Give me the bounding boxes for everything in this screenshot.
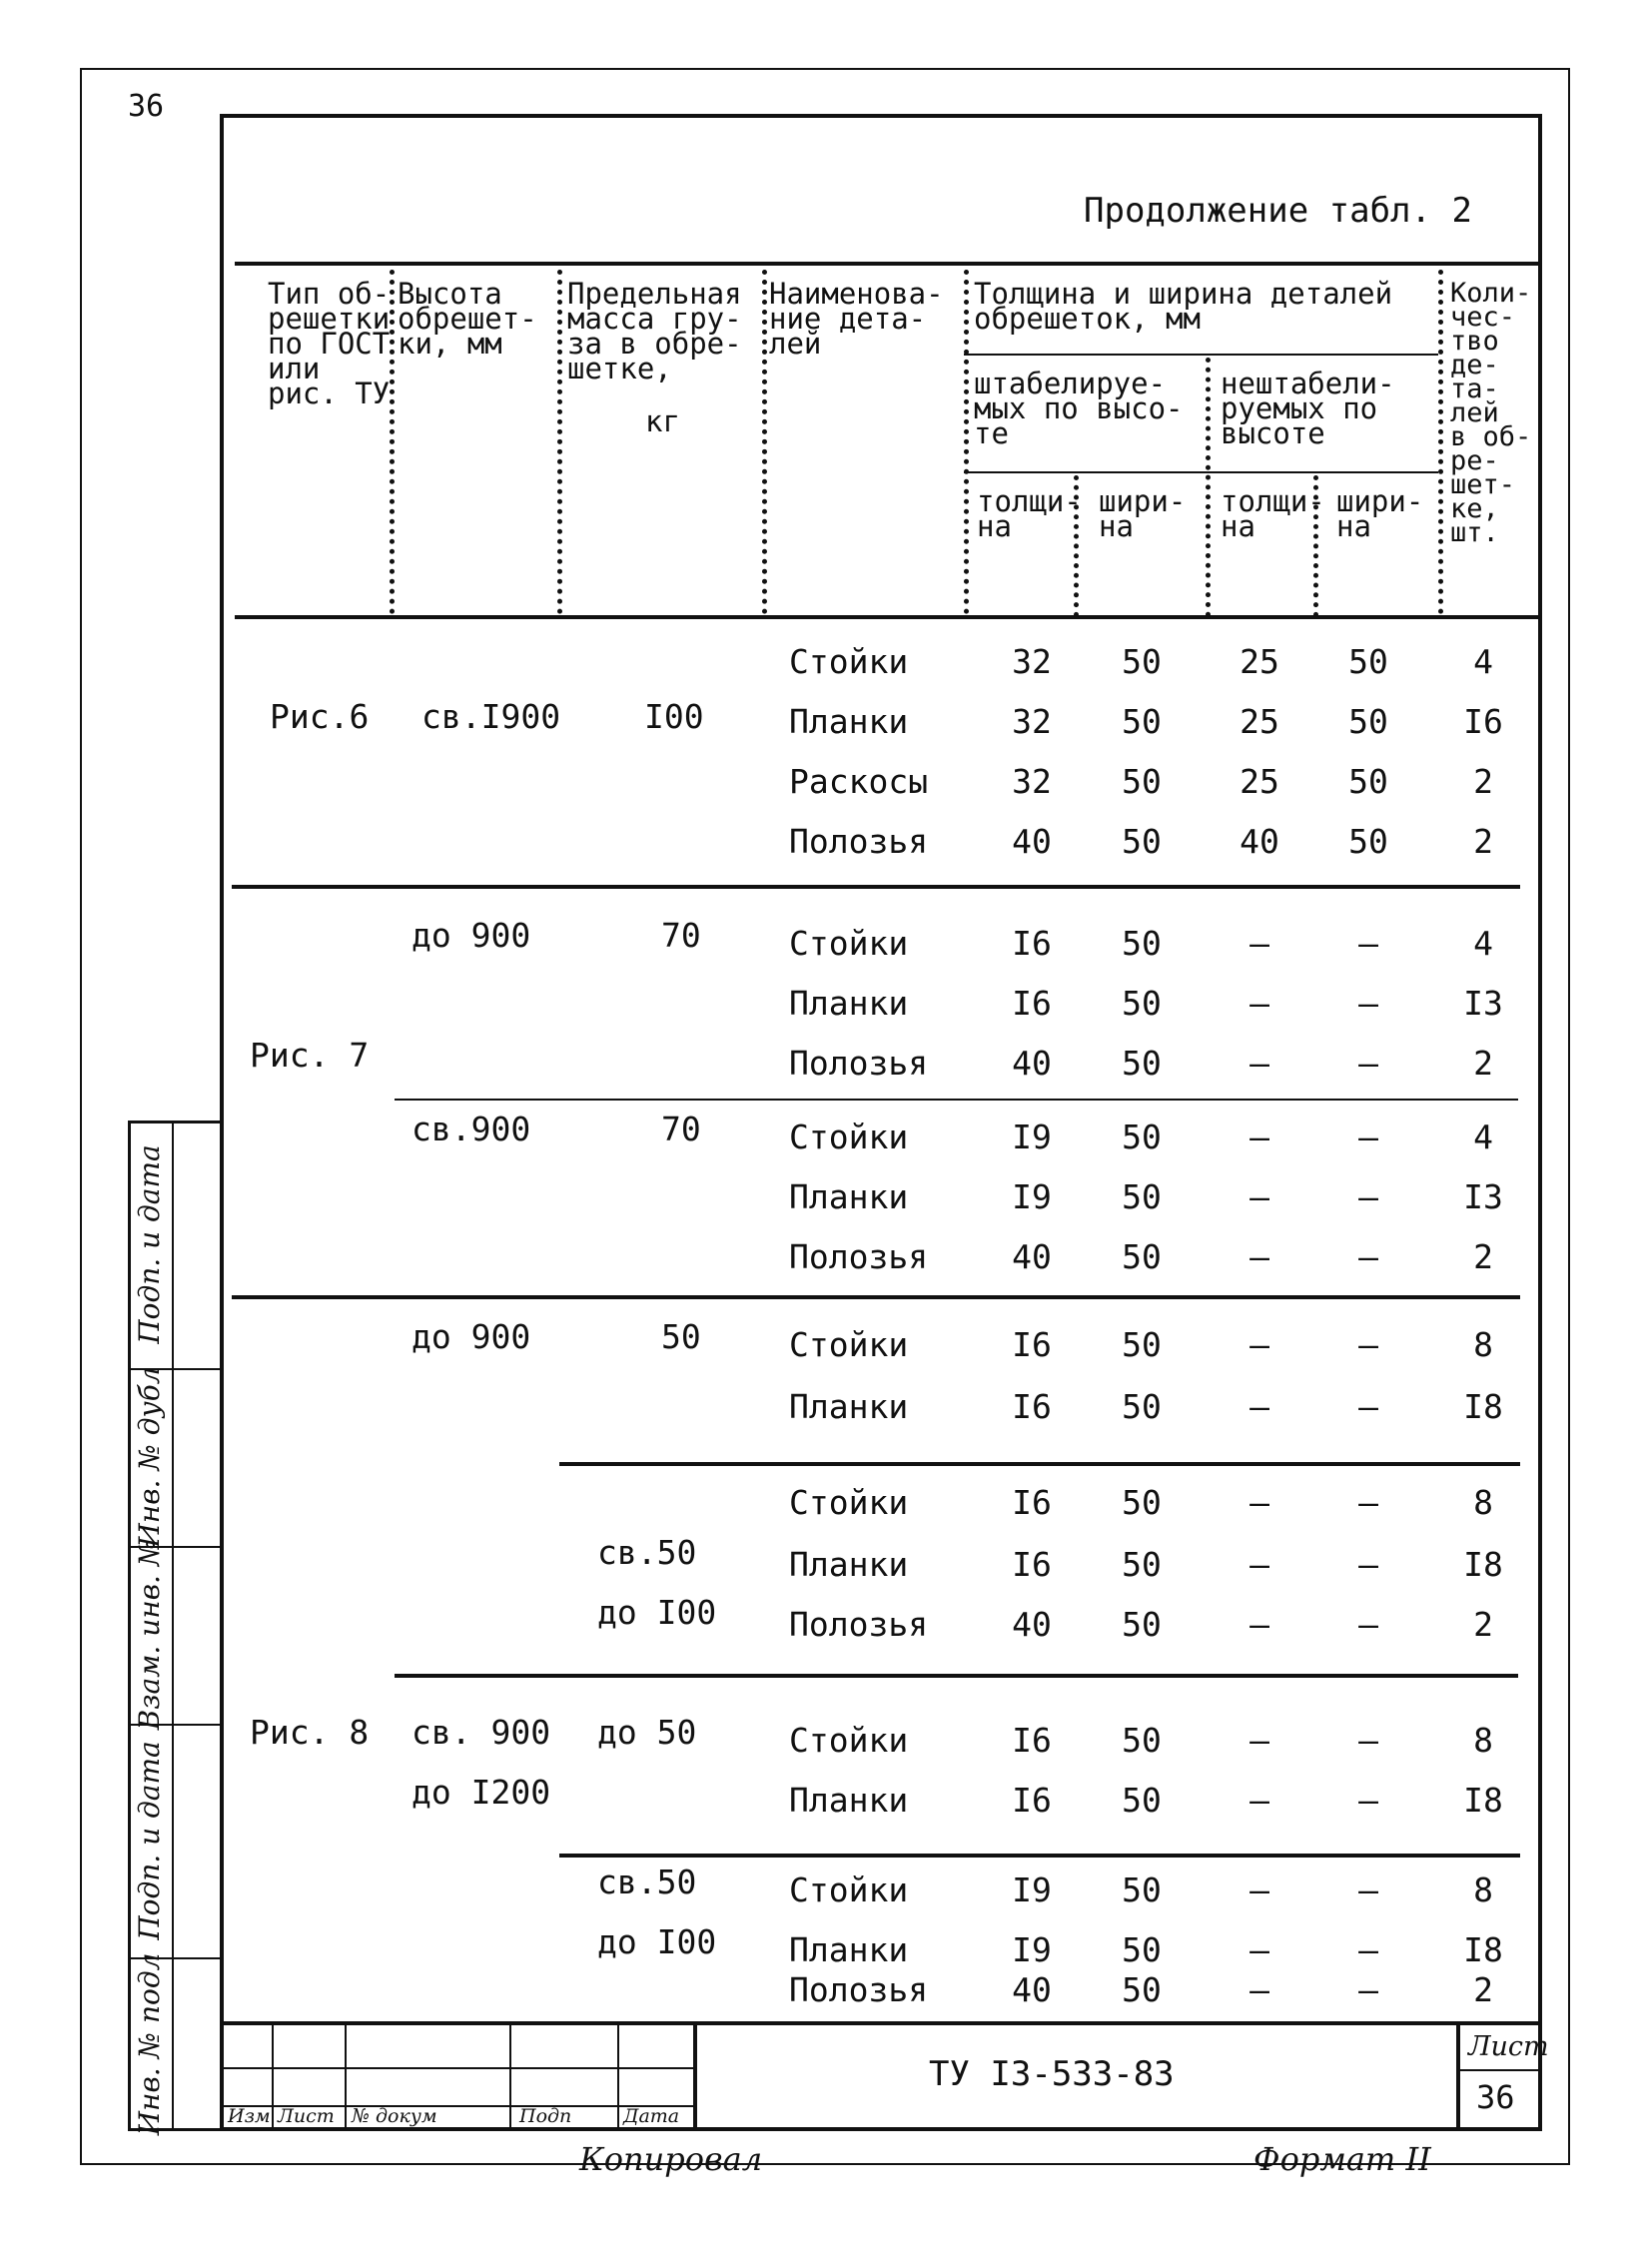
header-thickness-1: толщи- на (977, 484, 1082, 543)
cell-stacked-thickness: I6 (1012, 1545, 1052, 1584)
cell-count: 2 (1473, 762, 1493, 801)
cell-part-name: Стойки (789, 1118, 909, 1156)
cell-nonstacked-width: – (1358, 1721, 1378, 1760)
header-thickness-2: толщи- на (1221, 484, 1325, 543)
side-label-5: Инв. № подл (133, 1952, 166, 2136)
cell-nonstacked-width: – (1358, 1387, 1378, 1426)
cell-nonstacked-thickness: – (1249, 1387, 1269, 1426)
cell-nonstacked-width: – (1358, 1483, 1378, 1522)
group-fig8-mass-c: до 50 (597, 1713, 697, 1752)
group-fig7-height-a: до 900 (412, 916, 531, 955)
cell-part-name: Планки (789, 984, 909, 1023)
cell-stacked-thickness: 40 (1012, 1044, 1052, 1083)
sheet-label: Лист (1468, 2031, 1549, 2062)
side-label-3: Взам. инв. № (133, 1539, 166, 1731)
cell-nonstacked-thickness: – (1249, 1325, 1269, 1364)
group-fig6-mass: I00 (644, 697, 704, 736)
cell-stacked-width: 50 (1122, 1044, 1162, 1083)
group-fig7-height-b: св.900 (412, 1110, 531, 1148)
side-label-2: Инв. № дубл (133, 1366, 166, 1548)
cell-stacked-thickness: 32 (1012, 702, 1052, 741)
stamp-col-list: Лист (278, 2105, 335, 2127)
cell-stacked-thickness: I6 (1012, 1325, 1052, 1364)
cell-part-name: Полозья (789, 1044, 929, 1083)
cell-stacked-thickness: 40 (1012, 1237, 1052, 1276)
group-fig8-height-c1: св. 900 (412, 1713, 551, 1752)
cell-stacked-width: 50 (1122, 1325, 1162, 1364)
cell-part-name: Стойки (789, 1483, 909, 1522)
cell-stacked-width: 50 (1122, 1870, 1162, 1909)
group-fig7-mass-b: 70 (661, 1110, 701, 1148)
cell-count: 4 (1473, 642, 1493, 681)
group-fig8-height-c2: до I200 (412, 1773, 551, 1812)
cell-count: I8 (1463, 1545, 1503, 1584)
cell-stacked-thickness: I9 (1012, 1177, 1052, 1216)
cell-stacked-thickness: 40 (1012, 1970, 1052, 2009)
header-top-rule (235, 262, 1538, 266)
group-fig7-label: Рис. 7 (250, 1036, 370, 1075)
cell-nonstacked-thickness: – (1249, 1970, 1269, 2009)
cell-stacked-thickness: I6 (1012, 924, 1052, 963)
cell-nonstacked-width: – (1358, 1325, 1378, 1364)
cell-stacked-width: 50 (1122, 642, 1162, 681)
cell-nonstacked-width: – (1358, 1237, 1378, 1276)
cell-stacked-thickness: I6 (1012, 1781, 1052, 1820)
cell-part-name: Планки (789, 702, 909, 741)
group-fig8-mass-b2: до I00 (597, 1593, 717, 1632)
cell-count: 8 (1473, 1870, 1493, 1909)
cell-count: I8 (1463, 1781, 1503, 1820)
stamp-top-rule (222, 2021, 1540, 2025)
header-dimensions: Толщина и ширина деталей обрешеток, мм (974, 277, 1393, 336)
cell-nonstacked-thickness: 25 (1239, 642, 1279, 681)
stamp-col-sign: Подп (519, 2105, 572, 2127)
cell-nonstacked-width: – (1358, 1970, 1378, 2009)
cell-stacked-width: 50 (1122, 1483, 1162, 1522)
header-stacked: штабелируе- мых по высо- те (974, 367, 1184, 450)
header-mass-unit: кг (645, 404, 680, 438)
header-nonstacked: нештабели- руемых по высоте (1221, 367, 1395, 450)
cell-count: 4 (1473, 1118, 1493, 1156)
cell-nonstacked-thickness: – (1249, 984, 1269, 1023)
footer-copied: Копировал (579, 2140, 763, 2178)
cell-nonstacked-thickness: – (1249, 1870, 1269, 1909)
cell-stacked-thickness: I9 (1012, 1118, 1052, 1156)
cell-count: I8 (1463, 1930, 1503, 1969)
cell-count: I3 (1463, 984, 1503, 1023)
stamp-col-izm: Изм (228, 2105, 271, 2127)
cell-part-name: Стойки (789, 1325, 909, 1364)
cell-nonstacked-thickness: 40 (1239, 822, 1279, 861)
cell-stacked-width: 50 (1122, 1118, 1162, 1156)
cell-part-name: Полозья (789, 1970, 929, 2009)
cell-nonstacked-thickness: – (1249, 1930, 1269, 1969)
cell-nonstacked-width: 50 (1348, 642, 1388, 681)
cell-count: I3 (1463, 1177, 1503, 1216)
footer-format: Формат II (1253, 2140, 1431, 2178)
cell-nonstacked-thickness: – (1249, 1483, 1269, 1522)
cell-stacked-width: 50 (1122, 1237, 1162, 1276)
cell-nonstacked-width: 50 (1348, 822, 1388, 861)
cell-part-name: Планки (789, 1545, 909, 1584)
cell-count: 8 (1473, 1483, 1493, 1522)
cell-nonstacked-width: – (1358, 1870, 1378, 1909)
cell-nonstacked-width: – (1358, 1545, 1378, 1584)
cell-nonstacked-thickness: – (1249, 1237, 1269, 1276)
cell-nonstacked-width: – (1358, 1118, 1378, 1156)
cell-stacked-width: 50 (1122, 1930, 1162, 1969)
cell-count: 2 (1473, 1237, 1493, 1276)
cell-nonstacked-width: – (1358, 1930, 1378, 1969)
side-label-4: Подп. и дата (133, 1741, 166, 1940)
cell-part-name: Полозья (789, 1237, 929, 1276)
cell-part-name: Планки (789, 1387, 909, 1426)
cell-nonstacked-thickness: – (1249, 1044, 1269, 1083)
sheet-number: 36 (1476, 2078, 1515, 2116)
cell-count: 2 (1473, 1044, 1493, 1083)
cell-stacked-thickness: 32 (1012, 642, 1052, 681)
header-type: Тип об- решетки по ГОСТ или рис. ТУ (268, 277, 391, 410)
cell-part-name: Планки (789, 1930, 909, 1969)
cell-stacked-thickness: I9 (1012, 1930, 1052, 1969)
cell-nonstacked-width: – (1358, 1605, 1378, 1644)
group-fig8-mass-d2: до I00 (597, 1922, 717, 1961)
cell-nonstacked-thickness: – (1249, 1721, 1269, 1760)
table-caption: Продолжение табл. 2 (1084, 191, 1472, 231)
cell-stacked-thickness: I6 (1012, 1721, 1052, 1760)
cell-part-name: Стойки (789, 924, 909, 963)
cell-stacked-width: 50 (1122, 984, 1162, 1023)
group-fig8-mass-a: 50 (661, 1317, 701, 1356)
cell-stacked-thickness: 32 (1012, 762, 1052, 801)
cell-count: 4 (1473, 924, 1493, 963)
cell-stacked-width: 50 (1122, 1605, 1162, 1644)
cell-stacked-width: 50 (1122, 924, 1162, 963)
cell-nonstacked-thickness: 25 (1239, 702, 1279, 741)
group-fig6-height: св.I900 (421, 697, 561, 736)
cell-stacked-width: 50 (1122, 1721, 1162, 1760)
cell-stacked-thickness: I9 (1012, 1870, 1052, 1909)
cell-nonstacked-width: – (1358, 924, 1378, 963)
cell-part-name: Планки (789, 1781, 909, 1820)
cell-part-name: Стойки (789, 1870, 909, 1909)
cell-nonstacked-width: – (1358, 1044, 1378, 1083)
cell-part-name: Полозья (789, 1605, 929, 1644)
cell-stacked-thickness: 40 (1012, 1605, 1052, 1644)
header-height: Высота обрешет- ки, мм (398, 277, 537, 361)
cell-stacked-width: 50 (1122, 1970, 1162, 2009)
cell-count: I6 (1463, 702, 1503, 741)
header-part-name: Наименова- ние дета- лей (769, 277, 944, 361)
cell-nonstacked-width: 50 (1348, 702, 1388, 741)
cell-part-name: Стойки (789, 1721, 909, 1760)
cell-nonstacked-thickness: – (1249, 1118, 1269, 1156)
cell-count: 2 (1473, 822, 1493, 861)
stamp-col-date: Дата (623, 2105, 680, 2127)
header-width-2: шири- на (1336, 484, 1424, 543)
document-code: ТУ I3-533-83 (929, 2054, 1175, 2094)
cell-nonstacked-thickness: – (1249, 1545, 1269, 1584)
cell-part-name: Полозья (789, 822, 929, 861)
cell-stacked-width: 50 (1122, 1177, 1162, 1216)
group-fig8-height-a: до 900 (412, 1317, 531, 1356)
header-count: Коли- чес- тво де- та- лей в об- ре- шет- ке, шт. (1450, 278, 1532, 548)
group-fig8-label: Рис. 8 (250, 1713, 370, 1752)
page-number: 36 (128, 89, 165, 124)
header-mass: Предельная масса гру- за в обре- шетке, (567, 277, 742, 385)
stamp-col-doc: № докум (352, 2105, 437, 2127)
cell-nonstacked-thickness: – (1249, 1605, 1269, 1644)
cell-nonstacked-thickness: – (1249, 1781, 1269, 1820)
cell-stacked-width: 50 (1122, 822, 1162, 861)
cell-stacked-width: 50 (1122, 1781, 1162, 1820)
cell-nonstacked-thickness: 25 (1239, 762, 1279, 801)
cell-part-name: Стойки (789, 642, 909, 681)
cell-stacked-width: 50 (1122, 1387, 1162, 1426)
cell-stacked-width: 50 (1122, 762, 1162, 801)
cell-nonstacked-thickness: – (1249, 924, 1269, 963)
header-bottom-rule (235, 615, 1538, 619)
cell-count: 8 (1473, 1325, 1493, 1364)
group-fig6-label: Рис.6 (270, 697, 370, 736)
cell-stacked-thickness: I6 (1012, 984, 1052, 1023)
cell-nonstacked-thickness: – (1249, 1177, 1269, 1216)
group-fig8-mass-d1: св.50 (597, 1863, 697, 1901)
group-fig7-mass-a: 70 (661, 916, 701, 955)
cell-stacked-thickness: I6 (1012, 1483, 1052, 1522)
group-fig8-mass-b1: св.50 (597, 1533, 697, 1572)
side-label-1: Подп. и дата (133, 1144, 166, 1344)
cell-stacked-width: 50 (1122, 702, 1162, 741)
cell-part-name: Раскосы (789, 762, 929, 801)
cell-count: 2 (1473, 1970, 1493, 2009)
cell-count: 2 (1473, 1605, 1493, 1644)
cell-count: I8 (1463, 1387, 1503, 1426)
cell-nonstacked-width: 50 (1348, 762, 1388, 801)
cell-count: 8 (1473, 1721, 1493, 1760)
cell-stacked-thickness: 40 (1012, 822, 1052, 861)
cell-nonstacked-width: – (1358, 984, 1378, 1023)
cell-nonstacked-width: – (1358, 1781, 1378, 1820)
cell-nonstacked-width: – (1358, 1177, 1378, 1216)
cell-part-name: Планки (789, 1177, 909, 1216)
header-width-1: шири- на (1099, 484, 1187, 543)
cell-stacked-width: 50 (1122, 1545, 1162, 1584)
cell-stacked-thickness: I6 (1012, 1387, 1052, 1426)
